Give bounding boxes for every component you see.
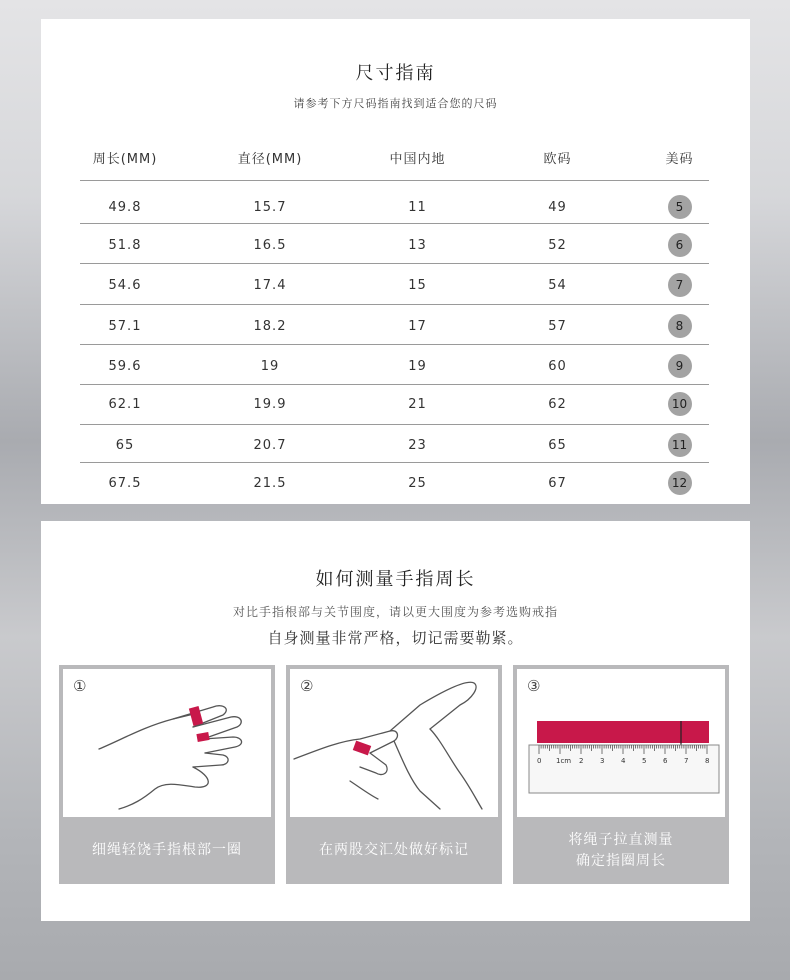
- step-3-caption-line2: 确定指圈周长: [576, 852, 666, 869]
- us-size-cell: [650, 354, 709, 378]
- step-1-caption-line1: 细绳轻饶手指根部一圈: [92, 842, 242, 858]
- china-size-cell: 21: [408, 396, 427, 412]
- china-size-cell: 15: [408, 277, 427, 293]
- china-size-cell: 13: [408, 237, 427, 253]
- ruler-label: 7: [684, 757, 689, 765]
- step-3-panel: [513, 665, 729, 884]
- us-size-badge: 7: [668, 273, 692, 297]
- ruler-label: 2: [579, 757, 584, 765]
- hand-with-string-icon: [63, 669, 271, 817]
- diameter-cell: 20.7: [253, 437, 287, 453]
- straightened-string: [537, 721, 709, 743]
- string-mark: [353, 741, 371, 756]
- diameter-cell: 19: [260, 358, 280, 374]
- eu-size-cell: 57: [548, 318, 567, 334]
- us-size-cell: [650, 273, 709, 297]
- us-size-badge: 9: [668, 354, 692, 378]
- header-eu-size: 欧码: [543, 151, 572, 167]
- step-3-illustration: [517, 669, 725, 817]
- circumference-cell: 49.8: [108, 199, 142, 215]
- marking-string-icon: [290, 669, 498, 817]
- ruler-label: 8: [705, 757, 710, 765]
- circumference-cell: 54.6: [108, 277, 142, 293]
- header-diameter: 直径(MM): [237, 151, 303, 167]
- header-divider: [80, 180, 709, 181]
- step-2-panel: [286, 665, 502, 884]
- circumference-cell: 67.5: [108, 475, 142, 491]
- row-divider: [80, 384, 709, 385]
- ruler-label: 0: [537, 757, 542, 765]
- table-row: [80, 392, 709, 416]
- eu-size-cell: 65: [548, 437, 567, 453]
- ruler-label: 3: [600, 757, 605, 765]
- header-us-size: 美码: [665, 151, 694, 167]
- us-size-badge: 12: [668, 471, 692, 495]
- step-1-number: ①: [73, 677, 87, 695]
- diameter-cell: 16.5: [253, 237, 287, 253]
- row-divider: [80, 223, 709, 224]
- circumference-cell: 51.8: [108, 237, 142, 253]
- eu-size-cell: 54: [548, 277, 567, 293]
- china-size-cell: 23: [408, 437, 427, 453]
- us-size-cell: [650, 471, 709, 495]
- measure-title: 如何测量手指周长: [315, 569, 476, 590]
- step-3-caption: [513, 817, 729, 884]
- step-3-number: ③: [527, 677, 541, 695]
- ruler-label: 1cm: [556, 757, 572, 765]
- step-2-caption-line1: 在两股交汇处做好标记: [319, 842, 469, 858]
- header-circumference: 周长(MM): [92, 151, 158, 167]
- ruler-icon: [517, 669, 725, 817]
- china-size-cell: 25: [408, 475, 427, 491]
- table-row: [80, 471, 709, 495]
- step-1-caption: [59, 817, 275, 884]
- table-row: [80, 233, 709, 257]
- us-size-cell: [650, 314, 709, 338]
- circumference-cell: 62.1: [108, 396, 142, 412]
- diameter-cell: 21.5: [253, 475, 287, 491]
- us-size-badge: 8: [668, 314, 692, 338]
- eu-size-cell: 62: [548, 396, 567, 412]
- us-size-badge: 10: [668, 392, 692, 416]
- us-size-cell: [650, 392, 709, 416]
- measure-guide-card: [41, 521, 750, 921]
- step-2-caption: [286, 817, 502, 884]
- measure-subtitle: 对比手指根部与关节围度，请以更大围度为参考选购戒指: [232, 605, 558, 619]
- circumference-cell: 65: [115, 437, 135, 453]
- row-divider: [80, 304, 709, 305]
- eu-size-cell: 67: [548, 475, 567, 491]
- table-row: [80, 433, 709, 457]
- us-size-cell: [650, 433, 709, 457]
- size-table-header: [80, 147, 709, 167]
- row-divider: [80, 462, 709, 463]
- eu-size-cell: 60: [548, 358, 567, 374]
- table-row: [80, 314, 709, 338]
- measure-note: 自身测量非常严格，切记需要勒紧。: [267, 629, 524, 647]
- string-mark-1: [189, 706, 203, 726]
- size-guide-card: [41, 19, 750, 504]
- size-guide-title: 尺寸指南: [355, 63, 436, 84]
- step-2-illustration: [290, 669, 498, 817]
- diameter-cell: 17.4: [253, 277, 287, 293]
- circumference-cell: 59.6: [108, 358, 142, 374]
- table-row: [80, 273, 709, 297]
- ruler-label: 5: [642, 757, 647, 765]
- row-divider: [80, 424, 709, 425]
- table-row: [80, 354, 709, 378]
- size-guide-subtitle: 请参考下方尺码指南找到适合您的尺码: [293, 97, 498, 110]
- string-mark-2: [196, 732, 209, 742]
- row-divider: [80, 344, 709, 345]
- step-1-panel: [59, 665, 275, 884]
- circumference-cell: 57.1: [108, 318, 142, 334]
- row-divider: [80, 263, 709, 264]
- diameter-cell: 15.7: [253, 199, 287, 215]
- china-size-cell: 11: [408, 199, 427, 215]
- diameter-cell: 19.9: [253, 396, 287, 412]
- china-size-cell: 17: [408, 318, 427, 334]
- china-size-cell: 19: [408, 358, 427, 374]
- header-china-size: 中国内地: [389, 151, 446, 167]
- eu-size-cell: 52: [548, 237, 567, 253]
- step-2-number: ②: [300, 677, 314, 695]
- table-row: [80, 195, 709, 219]
- us-size-badge: 6: [668, 233, 692, 257]
- step-1-illustration: [63, 669, 271, 817]
- ruler-label: 4: [621, 757, 626, 765]
- us-size-badge: 11: [668, 433, 692, 457]
- diameter-cell: 18.2: [253, 318, 287, 334]
- eu-size-cell: 49: [548, 199, 567, 215]
- ruler-label: 6: [663, 757, 668, 765]
- step-3-caption-line1: 将绳子拉直测量: [568, 831, 674, 848]
- us-size-cell: [650, 233, 709, 257]
- us-size-badge: 5: [668, 195, 692, 219]
- us-size-cell: [650, 195, 709, 219]
